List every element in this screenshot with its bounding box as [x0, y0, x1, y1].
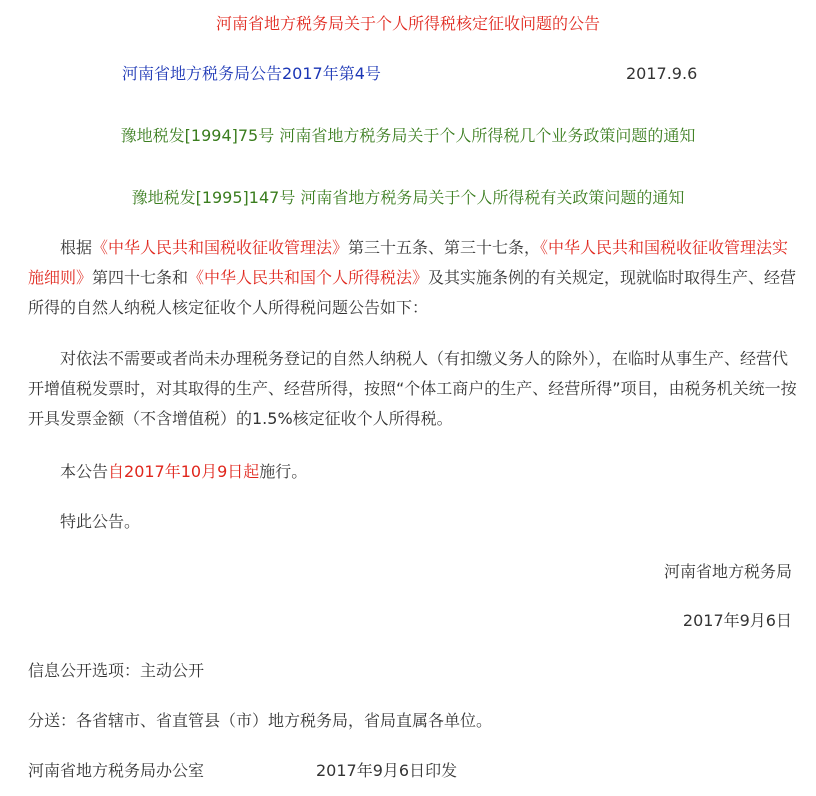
signature-date: 2017年9月6日 — [682, 611, 792, 630]
related-doc-link-1995[interactable]: 豫地税发[1995]147号 河南省地方税务局关于个人所得税有关政策问题的通知 — [131, 188, 685, 207]
law-link-implementation-rules[interactable]: 《中华人民共和国税收征收管理法实施细则》 — [28, 238, 789, 287]
para3-text-1: 本公告 — [60, 462, 109, 481]
print-date: 2017年9月6日印发 — [316, 761, 458, 780]
law-link-income-tax-law[interactable]: 《中华人民共和国个人所得税法》 — [188, 268, 429, 287]
body-paragraph-basis — [28, 233, 798, 323]
body-paragraph-closing: 特此公告。 — [60, 512, 141, 531]
signature-org: 河南省地方税务局 — [663, 562, 792, 581]
page-title: 河南省地方税务局关于个人所得税核定征收问题的公告 — [215, 14, 600, 33]
para1-text-3: 第四十七条和 — [92, 268, 189, 287]
para1-text-1: 根据 — [60, 238, 93, 257]
announcement-number: 河南省地方税务局公告2017年第4号 — [122, 64, 381, 83]
distribution-list: 分送：各省辖市、省直管县（市）地方税务局，省局直属各单位。 — [28, 711, 493, 730]
disclosure-option: 信息公开选项：主动公开 — [28, 661, 205, 680]
para3-text-2: 施行。 — [259, 462, 308, 481]
related-doc-link-1994[interactable]: 豫地税发[1994]75号 河南省地方税务局关于个人所得税几个业务政策问题的通知 — [120, 126, 696, 145]
para1-text-2: 第三十五条、第三十七条， — [348, 238, 541, 257]
issuing-office: 河南省地方税务局办公室 — [28, 761, 205, 780]
issue-date: 2017.9.6 — [626, 64, 698, 83]
effective-date-highlight: 自2017年10月9日起 — [108, 462, 260, 481]
para1-text-4: 及其实施条例的有关规定，现就临时取得生产、经营所得的自然人纳税人核定征收个人所得税问题公告如下： — [28, 268, 797, 317]
body-paragraph-effective — [28, 457, 798, 487]
body-paragraph-main-rule: 对依法不需要或者尚未办理税务登记的自然人纳税人（有扣缴义务人的除外），在临时从事生产、经营代开增值税发票时，对其取得的生产、经营所得，按照“个体工商户的生产、经营所得”项目，由税务机关统一按开具发票金额（不含增值税）的1.5%核定征收个人所得税。 — [28, 349, 797, 428]
law-link-tax-collection[interactable]: 《中华人民共和国税收征收管理法》 — [92, 238, 349, 257]
